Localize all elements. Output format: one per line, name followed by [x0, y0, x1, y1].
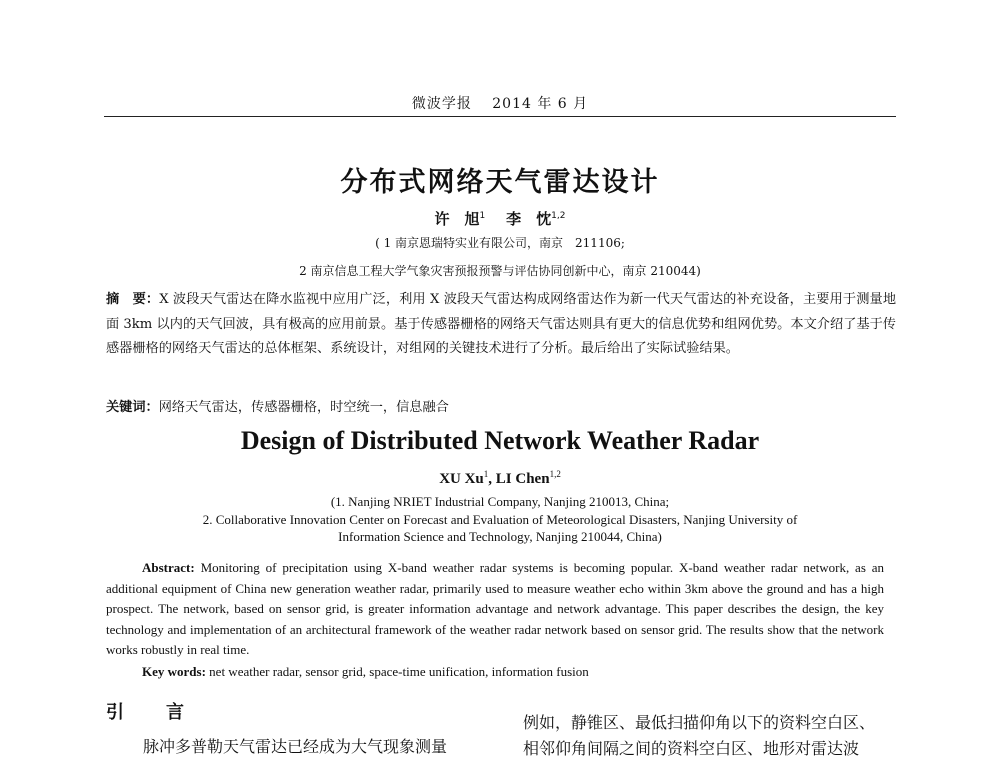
abstract-en-text: Monitoring of precipitation using X-band weather radar systems is becoming popular. X-band weather radar network, as an additional equipment of China new generation weather radar, primarily used to measure weather echo within 3km above the ground and has a high prospect. The network, based on sensor grid, is greater information advantage and network advantage. This paper describes the design, the key technology and implementation of an architectural framework of the weather radar network based on sensor grid. The results show that the network works robustly in real time. [106, 560, 885, 658]
author-en-1-sup: 1 [483, 469, 489, 479]
keywords-en [142, 664, 882, 680]
header-rule [104, 116, 896, 117]
authors-en: XU Xu$^1$, LI Chen$^{1,2}$ [439, 469, 561, 487]
author-cn-2-sup: 1,2 [551, 211, 566, 221]
author-cn-2: 李 忱 [506, 210, 552, 228]
affiliation-cn-1: ( 1 南京恩瑞特实业有限公司，南京 211106; [375, 236, 625, 250]
keywords-cn-label: 关键词： [106, 400, 159, 415]
author-cn-1: 许 旭 [434, 210, 480, 228]
keywords-cn [106, 396, 896, 421]
abstract-cn-label: 摘 要： [106, 292, 160, 307]
keywords-en-label: Key words: [142, 664, 206, 679]
journal-header: 微波学报 2014 年 6 月 [411, 96, 589, 112]
keywords-cn-text: 网络天气雷达，传感器栅格，时空统一，信息融合 [158, 400, 449, 415]
title-en: Design of Distributed Network Weather Radar [240, 426, 760, 455]
authors-cn [0, 208, 1000, 229]
body-col1-line: 脉冲多普勒天气雷达已经成为大气现象测量 [143, 737, 448, 756]
affiliation-en-2: 2. Collaborative Innovation Center on Forecast and Evaluation of Meteorological Disasters, Nanjing University of [202, 512, 798, 527]
affiliation-en-1: (1. Nanjing NRIET Industrial Company, Nanjing 210013, China; [330, 494, 670, 509]
author-en-2: LI Chen [495, 471, 550, 487]
affiliation-en-3: Information Science and Technology, Nanjing 210044, China) [338, 529, 662, 544]
author-en-1: XU Xu [439, 471, 484, 487]
body-col2 [523, 710, 903, 762]
keywords-en-text: net weather radar, sensor grid, space-time unification, information fusion [209, 664, 589, 679]
abstract-cn-text: X 波段天气雷达在降水监视中应用广泛，利用 X 波段天气雷达构成网络雷达作为新一代天气雷达的补充设备，主要用于测量地面 3km 以内的天气回波，具有极高的应用前景。基于传感器栅格的网络天气雷达则具有更大的信息优势和组网优势。本文介绍了基于传感器栅格的网络天气雷达的总体框架、系统设计，对组网的关键技术进行了分析。最后给出了实际试验结果。 [106, 292, 897, 356]
abstract-cn [106, 288, 896, 362]
abstract-en [106, 558, 884, 661]
author-cn-1-sup: 1 [479, 211, 486, 221]
abstract-en-label: Abstract: [142, 560, 195, 575]
author-en-2-sup: 1,2 [549, 469, 561, 479]
title-cn: 分布式网络天气雷达设计 [340, 167, 660, 198]
section-heading-intro: 引 言 [106, 702, 196, 723]
body-col2-line-1: 例如，静锥区、最低扫描仰角以下的资料空白区、 [523, 713, 876, 732]
affiliation-cn-2: 2 南京信息工程大学气象灾害预报预警与评估协同创新中心，南京 210044) [299, 264, 701, 278]
body-col2-line-2: 相邻仰角间隔之间的资料空白区、地形对雷达波 [523, 739, 860, 758]
